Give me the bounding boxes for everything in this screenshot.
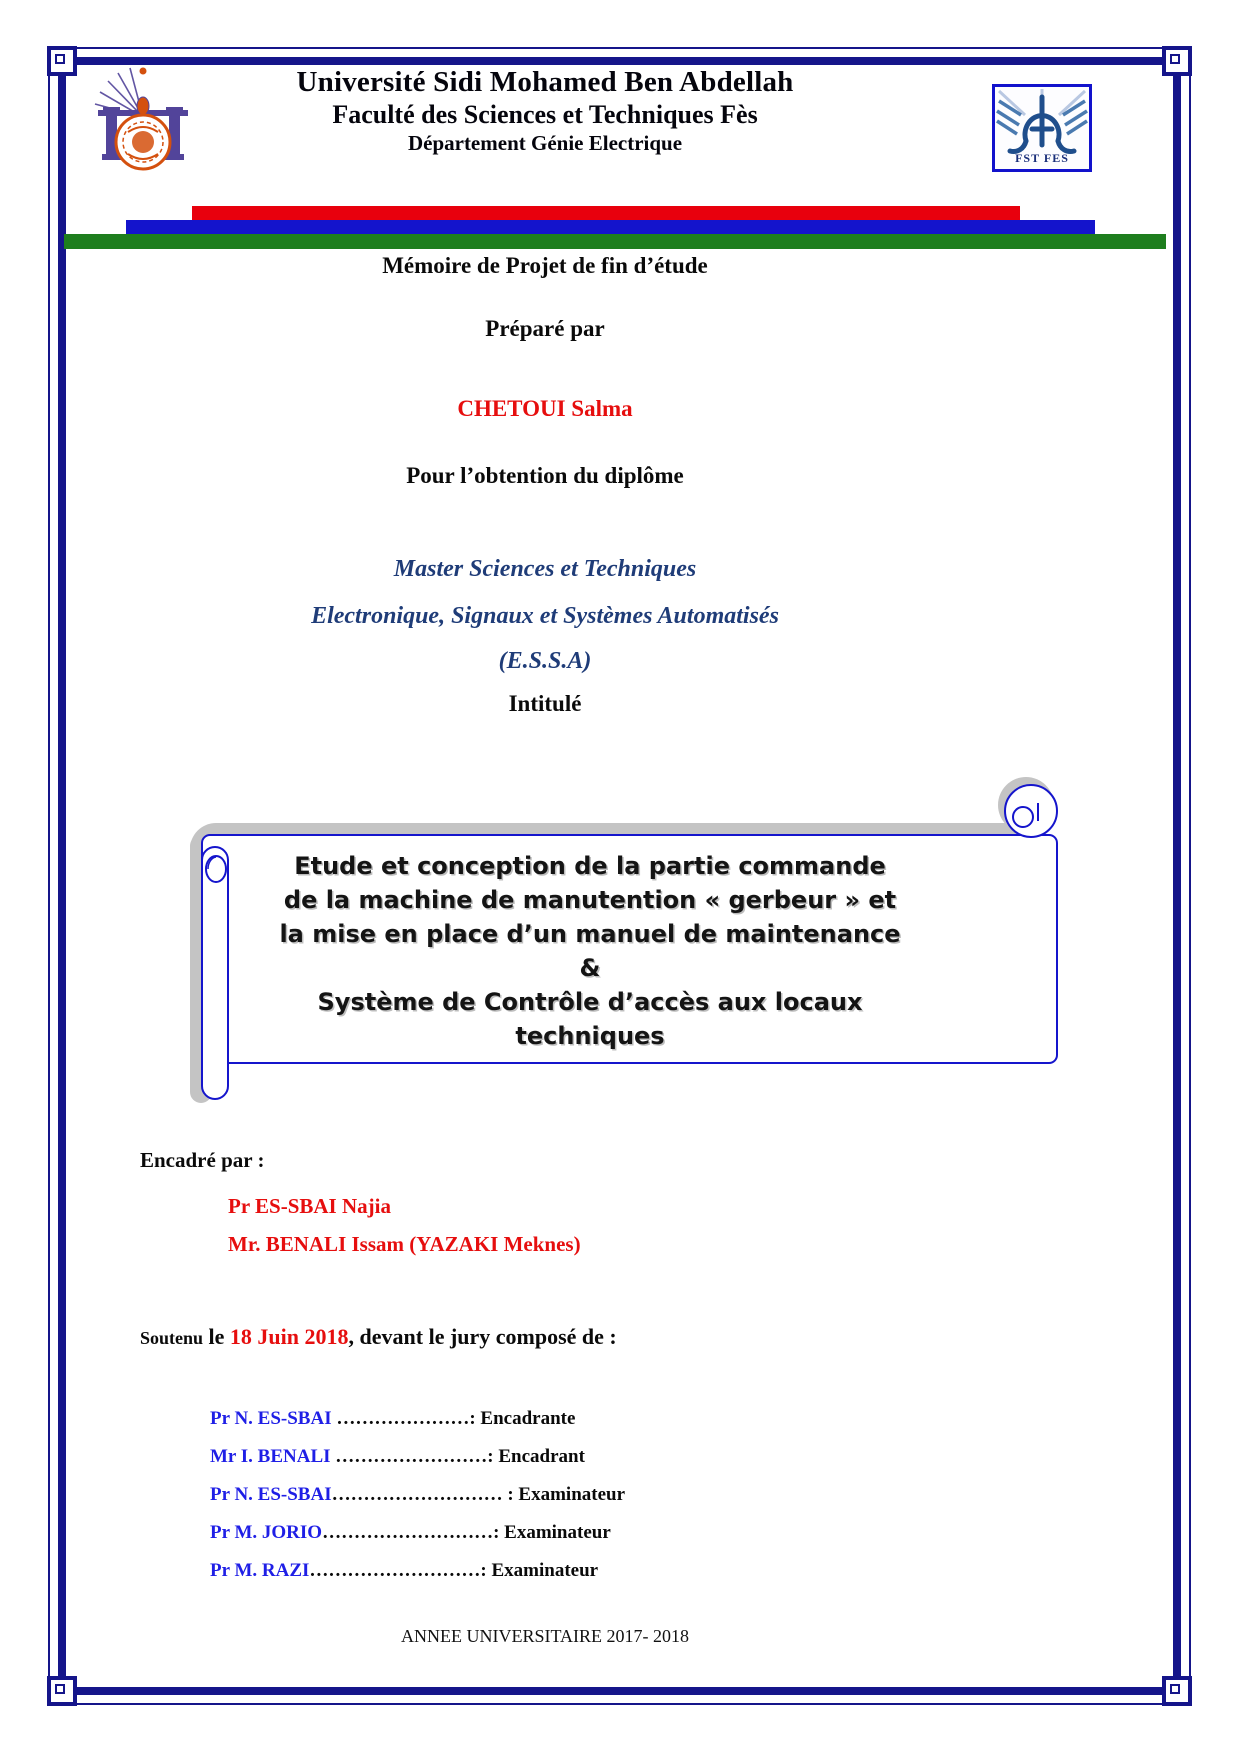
master-line-2: Electronique, Signaux et Systèmes Automatisés <box>311 603 779 629</box>
title-line: techniques <box>515 1022 665 1050</box>
jury-name: Pr N. ES-SBAI <box>210 1484 332 1505</box>
defense-date: 18 Juin 2018 <box>229 1324 349 1349</box>
jury-role: : Examinateur <box>507 1484 626 1505</box>
diploma-line: Pour l’obtention du diplôme <box>406 463 684 488</box>
header-university: Université Sidi Mohamed Ben Abdellah <box>296 66 794 98</box>
header-department: Département Génie Electrique <box>407 131 683 155</box>
jury-name: Pr M. JORIO <box>210 1522 323 1543</box>
jury-dots: ……………………… <box>322 1522 494 1543</box>
title-line: Système de Contrôle d’accès aux locaux <box>317 988 863 1016</box>
prepared-by-line: Préparé par <box>485 316 605 341</box>
fst-fes-icon <box>995 89 1089 155</box>
green-bar <box>64 234 1166 249</box>
jury-dots: ……………………… <box>331 1484 508 1505</box>
jury-role: : Examinateur <box>493 1522 611 1543</box>
corner-knot-ornament <box>47 1676 77 1706</box>
master-line-3: (E.S.S.A) <box>498 648 592 674</box>
defense-suffix: , devant le jury composé de : <box>348 1324 617 1349</box>
defense-prefix: Soutenu <box>140 1328 204 1348</box>
jury-dots: ………………… <box>336 1408 470 1429</box>
jury-name: Pr M. RAZI <box>210 1560 310 1581</box>
academic-year-footer: ANNEE UNIVERSITAIRE 2017- 2018 <box>400 1626 690 1646</box>
title-line: la mise en place d’un manuel de maintenance <box>279 920 901 948</box>
corner-knot-ornament <box>1162 46 1192 76</box>
corner-knot-ornament <box>1162 1676 1192 1706</box>
jury-row <box>210 1522 611 1544</box>
thesis-title <box>210 849 970 1053</box>
fst-fes-logo <box>992 84 1092 172</box>
jury-role: : Encadrant <box>487 1446 585 1467</box>
jury-role: : Examinateur <box>480 1560 599 1581</box>
title-line: de la machine de manutention « gerbeur » et <box>283 886 897 914</box>
jury-name: Pr N. ES-SBAI <box>210 1408 337 1429</box>
header-faculty: Faculté des Sciences et Techniques Fès <box>332 100 758 129</box>
jury-row <box>210 1408 575 1430</box>
fst-fes-label: FST FES <box>1015 151 1069 165</box>
intitule-label: Intitulé <box>508 691 582 716</box>
memoire-line: Mémoire de Projet de fin d’étude <box>382 253 708 278</box>
supervisor-name: Pr ES-SBAI Najia <box>228 1194 391 1218</box>
title-line: & <box>579 954 601 982</box>
defense-line <box>140 1324 617 1350</box>
jury-row <box>210 1446 585 1468</box>
defense-mid: le <box>203 1324 230 1349</box>
jury-dots: ……………………… <box>309 1560 481 1581</box>
jury-role: : Encadrante <box>469 1408 576 1429</box>
red-bar <box>192 206 1020 220</box>
jury-dots: …………………… <box>335 1446 488 1467</box>
supervisor-name: Mr. BENALI Issam (YAZAKI Meknes) <box>228 1232 581 1256</box>
jury-row <box>210 1560 598 1582</box>
title-line: Etude et conception de la partie commande <box>294 852 886 880</box>
jury-row <box>210 1484 625 1506</box>
blue-bar <box>126 220 1095 234</box>
supervision-label: Encadré par : <box>140 1148 265 1172</box>
master-line-1: Master Sciences et Techniques <box>393 556 697 582</box>
jury-name: Mr I. BENALI <box>210 1446 336 1467</box>
author-name: CHETOUI Salma <box>457 396 633 421</box>
